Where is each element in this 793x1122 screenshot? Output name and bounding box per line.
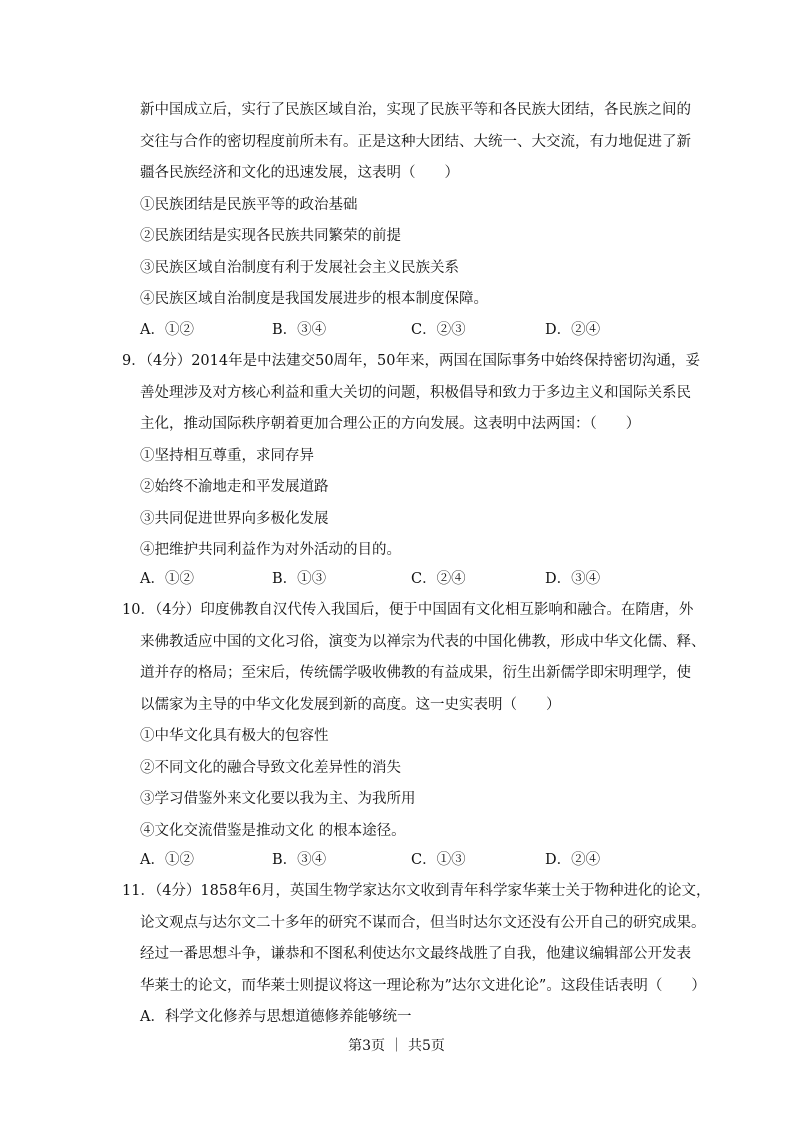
q9-item-4: ④把维护共同利益作为对外活动的目的。 <box>140 542 401 558</box>
q8-item-1: ①民族团结是民族平等的政治基础 <box>140 197 358 213</box>
q10-stem-line-2: 来佛教适应中国的文化习俗，演变为以禅宗为代表的中国化佛教，形成中华文化儒、释、 <box>140 634 706 650</box>
q9-stem-line-3: 主化，推动国际秩序朝着更加合理公正的方向发展。这表明中法两国：（ ） <box>140 416 641 432</box>
q10-option-b: B．③④ <box>272 852 327 868</box>
q10-stem-line-3: 道并存的格局；至宋后，传统儒学吸收佛教的有益成果，衍生出新儒学即宋明理学，使 <box>140 665 691 681</box>
q11-stem-line-2: 论文观点与达尔文二十多年的研究不谋而合，但当时达尔文还没有公开自己的研究成果。 <box>140 915 706 931</box>
q9-item-2: ②始终不渝地走和平发展道路 <box>140 479 329 495</box>
q8-stem-line-3: 疆各民族经济和文化的迅速发展，这表明（ ） <box>140 165 459 181</box>
q8-item-2: ②民族团结是实现各民族共同繁荣的前提 <box>140 228 401 244</box>
q9-option-d: D．③④ <box>545 571 601 587</box>
q8-option-b: B．③④ <box>272 322 327 338</box>
q8-item-4: ④民族区域自治制度是我国发展进步的根本制度保障。 <box>140 291 488 307</box>
q10-option-d: D．②④ <box>545 852 601 868</box>
q11-stem-line-1: 11．（4分）1858年6月，英国生物学家达尔文收到青年科学家华莱士关于物种进化的论文， <box>122 883 711 899</box>
q10-stem-line-4: 以儒家为主导的中华文化发展到新的高度。这一史实表明（ ） <box>140 697 561 713</box>
q9-item-1: ①坚持相互尊重，求同存异 <box>140 448 314 464</box>
q8-option-d: D．②④ <box>545 322 601 338</box>
q10-item-1: ①中华文化具有极大的包容性 <box>140 728 329 744</box>
q10-item-4: ④文化交流借鉴是推动文化 的根本途径。 <box>140 823 406 839</box>
q10-item-3: ③学习借鉴外来文化要以我为主、为我所用 <box>140 791 416 807</box>
q9-option-c: C．②④ <box>411 571 466 587</box>
q8-option-c: C．②③ <box>411 322 466 338</box>
q10-option-a: A．①② <box>140 852 194 868</box>
q11-option-a: A．科学文化修养与思想道德修养能够统一 <box>140 1009 412 1025</box>
q8-item-3: ③民族区域自治制度有利于发展社会主义民族关系 <box>140 260 459 276</box>
q10-option-c: C．①③ <box>411 852 466 868</box>
q10-stem-line-1: 10．（4分）印度佛教自汉代传入我国后，便于中国固有文化相互影响和融合。在隋唐，外 <box>122 602 694 618</box>
q10-item-2: ②不同文化的融合导致文化差异性的消失 <box>140 760 401 776</box>
q11-stem-line-3: 经过一番思想斗争，谦恭和不图私利使达尔文最终战胜了自我，他建议编辑部公开发表 <box>140 946 691 962</box>
q11-stem-line-4: 华莱士的论文，而华莱士则提议将这一理论称为”达尔文进化论”。这段佳话表明（ ） <box>140 978 706 994</box>
q8-stem-line-2: 交往与合作的密切程度前所未有。正是这种大团结、大统一、大交流，有力地促进了新 <box>140 134 691 150</box>
page-footer: 第3页 ｜ 共5页 <box>348 1038 445 1054</box>
q9-item-3: ③共同促进世界向多极化发展 <box>140 511 329 527</box>
q9-stem-line-2: 善处理涉及对方核心利益和重大关切的问题，积极倡导和致力于多边主义和国际关系民 <box>140 385 691 401</box>
q8-option-a: A．①② <box>140 322 194 338</box>
q8-stem-line-1: 新中国成立后，实行了民族区域自治，实现了民族平等和各民族大团结，各民族之间的 <box>140 102 691 118</box>
q9-option-a: A．①② <box>140 571 194 587</box>
q9-option-b: B．①③ <box>272 571 327 587</box>
q9-stem-line-1: 9．（4分）2014年是中法建交50周年，50年来，两国在国际事务中始终保持密切沟通，妥 <box>122 353 701 369</box>
